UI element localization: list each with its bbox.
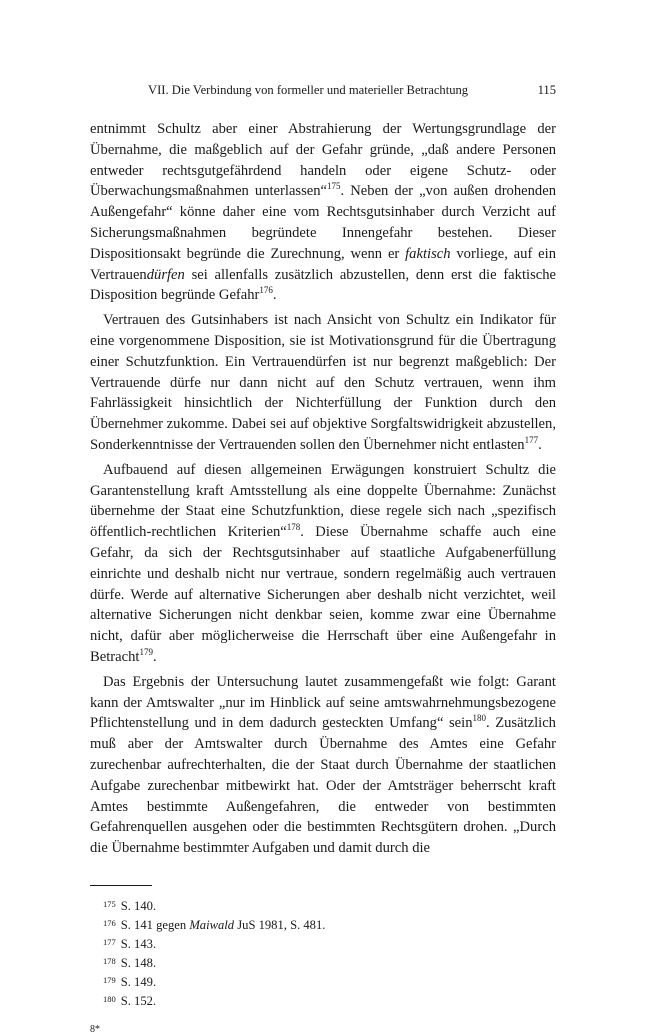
paragraph-2: Vertrauen des Gutsinhabers ist nach Ansicht von Schultz ein Indikator für eine vorgenommene Disposition, sie ist Motivationsgrund für die Übertragung einer Schutzfunktion. Ein Vertrauendürfen ist nur begrenzt maßgeblich: Der Vertrauende dürfe nur dann nicht auf den Schutz vertrauen, wenn ihm Fahrlässigkeit hinsichtlich der Nichterfüllung der Funktion durch den Übernehmer zukomme. Dabei sei auf objektive Sorgfaltswidrigkeit abzustellen, Sonderkenntnisse der Vertrauenden sollen den Übernehmer nicht entlasten$^{177}$. [90, 312, 556, 453]
footnote: $^{177}$ S. 143. [103, 936, 157, 951]
footnotes [90, 896, 556, 1010]
paragraph-4: Das Ergebnis der Untersuchung lautet zusammengefaßt wie folgt: Garant kann der Amtswalter „nur im Hinblick auf seine amtswahrnehmungsbezogene Pflichtenstellung und in dem dadurch gesteckten Umfang“ sein$^{180}$. Zusätzlich muß aber der Amtswalter durch Übernahme des Amtes eine Gefahr zurechenbar aufrechterhalten, die der Staat durch Übernahme der staatlichen Aufgabe zurechenbar mitbewirkt hat. Oder der Amtsträger beherrscht kraft Amtes bestimmte Außengefahren, die entweder von bestimmten Gefahrenquellen ausgehen oder die bestimmten Rechtsgütern drohen. „Durch die Übernahme bestimmter Aufgaben und damit durch die [90, 673, 556, 857]
footnote: $^{176}$ S. 141 gegen Maiwald JuS 1981, S. 481. [103, 917, 326, 932]
footnote-ref-180[interactable]: 180 [472, 713, 486, 724]
footnote-divider [90, 885, 152, 886]
paragraph-3: Aufbauend auf diesen allgemeinen Erwägungen konstruiert Schultz die Garantenstellung kraft Amtsstellung als eine doppelte Übernahme: Zunächst übernehme der Staat eine Schutzfunktion, diese regele sich nach „spezifisch öffentlich-rechtlichen Kriterien“$^{178}$. Diese Übernahme schaffe auch eine Gefahr, da sich der Rechtsgutsinhaber auf staatliche Aufgabenerfüllung einrichte und deshalb nicht nur vertraue, sondern regelmäßig auch vertrauen dürfe. Werde auf alternative Sicherungen aber deshalb nicht verzichtet, weil alternative Sicherungen nicht denkbar seien, komme zwar eine Übernahme nicht, dafür aber möglicherweise die Herrschaft über eine Außengefahr in Betracht$^{179}$. [90, 461, 556, 665]
footnote: $^{179}$ S. 149. [103, 974, 157, 989]
footnote-author: Maiwald [189, 917, 235, 932]
footnote: $^{178}$ S. 148. [103, 955, 157, 970]
printer-signature-mark: 8* [90, 1023, 100, 1035]
footnote-ref-176[interactable]: 176 [259, 285, 273, 296]
footnote-ref-179[interactable]: 179 [139, 647, 153, 658]
footnote-ref-175[interactable]: 175 [327, 181, 341, 192]
book-page [90, 82, 556, 1035]
page-number: 115 [537, 83, 556, 97]
footnote: $^{175}$ S. 140. [103, 898, 157, 913]
footnote-ref-177[interactable]: 177 [524, 435, 539, 446]
footnote-ref-178[interactable]: 178 [286, 522, 301, 533]
running-title: VII. Die Verbindung von formeller und materieller Betrachtung [148, 83, 469, 97]
footnote: $^{180}$ S. 152. [103, 993, 157, 1008]
paragraph-1: entnimmt Schultz aber einer Abstrahierung der Wertungsgrundlage der Übernahme, die maßgeblich auf der Gefahr gründe, „daß andere Personen entweder rechtsgutgefährdend handeln oder eigene Schutz- oder Überwachungsmaßnahmen unterlassen“$^{175}$. Neben der „von außen drohenden Außengefahr“ könne daher eine vom Rechtsgutsinhaber durch Verzicht auf Sicherungsmaßnahmen begründete Innengefahr bestehen. Dieser Dispositionsakt begründe die Zurechnung, wenn er faktisch vorliege, auf ein Vertrauendürfen sei allenfalls zusätzlich abzustellen, denn erst die faktische Disposition begründe Gefahr$^{176}$. [90, 121, 556, 304]
running-header [90, 82, 556, 98]
